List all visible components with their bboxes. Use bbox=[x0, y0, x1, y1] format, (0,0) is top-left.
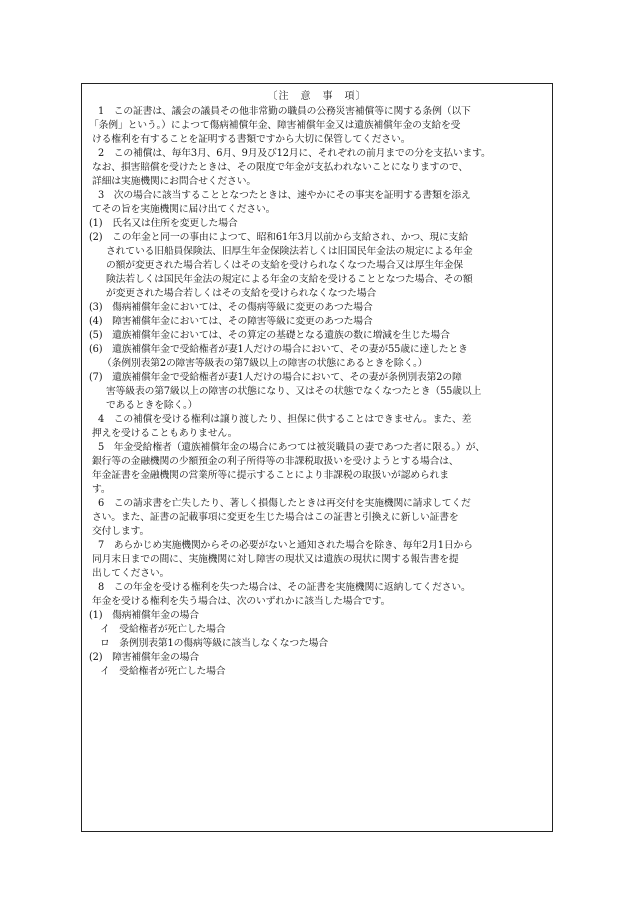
notice-line: イ 受給権者が死亡した場合 bbox=[100, 624, 226, 635]
notice-line: す。 bbox=[92, 484, 111, 495]
notice-line: 5 年金受給権者（遺族補償年金の場合にあつては被災職員の妻であつた者に限る。）が、 bbox=[98, 442, 486, 453]
notice-line: 出してください。 bbox=[92, 568, 170, 579]
notice-line: 4 この補償を受ける権利は譲り渡したり、担保に供することはできません。また、差 bbox=[98, 414, 472, 425]
notice-line: 押えを受けることもありません。 bbox=[92, 428, 238, 439]
notice-line: なお、損害賠償を受けたときは、その限度で年金が支払われないことになりますので、 bbox=[92, 162, 469, 173]
notice-line: (1) 氏名又は住所を変更した場合 bbox=[89, 218, 238, 229]
notice-line: ロ 条例別表第1の傷病等級に該当しなくなつた場合 bbox=[100, 638, 328, 649]
notice-line: 害等級表の第7級以上の障害の状態になり、又はその状態でなくなつたとき（55歳以上 bbox=[106, 386, 482, 397]
notice-line: 険法若しくは国民年金法の規定による年金の支給を受けることとなつた場合、その額 bbox=[106, 274, 473, 285]
notice-line: 詳細は実施機関にお問合せください。 bbox=[92, 176, 256, 187]
notice-line: (4) 障害補償年金においては、その障害等級に変更のあつた場合 bbox=[89, 316, 373, 327]
notice-line: であるときを除く。） bbox=[106, 400, 198, 411]
notice-line: が変更された場合若しくはその支給を受けられなくなつた場合 bbox=[106, 288, 377, 299]
notice-line: （条例別表第2の障害等級表の第7級以上の障害の状態にあるときを除く。） bbox=[102, 358, 428, 369]
notice-line: イ 受給権者が死亡した場合 bbox=[100, 666, 226, 677]
notice-frame bbox=[81, 83, 553, 832]
notice-line: 年金を受ける権利を失う場合は、次のいずれかに該当した場合です。 bbox=[92, 596, 391, 607]
notice-title: 〔注 意 事 項〕 bbox=[267, 91, 367, 102]
notice-line: (5) 遺族補償年金においては、その算定の基礎となる遺族の数に増減を生じた場合 bbox=[89, 330, 450, 341]
notice-line: 3 次の場合に該当することとなつたときは、速やかにその事実を証明する書類を添え bbox=[98, 190, 471, 201]
notice-line: 銀行等の金融機関の少額預金の利子所得等の非課税取扱いを受けようとする場合は、 bbox=[92, 456, 459, 467]
notice-line: 1 この証書は、議会の議員その他非常勤の職員の公務災害補償等に関する条例（以下 bbox=[98, 106, 471, 117]
notice-line: 「条例」という。）によつて傷病補償年金、障害補償年金又は遺族補償年金の支給を受 bbox=[89, 120, 461, 131]
notice-line: (3) 傷病補償年金においては、その傷病等級に変更のあつた場合 bbox=[89, 302, 373, 313]
notice-line: 交付します。 bbox=[92, 526, 150, 537]
notice-line: 7 あらかじめ実施機関からその必要がないと通知された場合を除き、毎年2月1日から bbox=[98, 540, 473, 551]
notice-line: (2) この年金と同一の事由によつて、昭和61年3月以前から支給され、かつ、現に支給 bbox=[89, 232, 468, 243]
notice-line: 年金証書を金融機関の営業所等に提示することにより非課税の取扱いが認められま bbox=[92, 470, 449, 481]
notice-line: (6) 遺族補償年金で受給権者が妻1人だけの場合において、その妻が55歳に達したとき bbox=[89, 344, 468, 355]
notice-line: 8 この年金を受ける権利を失つた場合は、その証書を実施機関に返納してください。 bbox=[98, 582, 471, 593]
notice-line: 同月末日までの間に、実施機関に対し障害の現状又は遺族の現状に関する報告書を提 bbox=[92, 554, 459, 565]
notice-line: (1) 傷病補償年金の場合 bbox=[89, 610, 199, 621]
notice-line: (2) 障害補償年金の場合 bbox=[89, 652, 199, 663]
notice-line: てその旨を実施機関に届け出てください。 bbox=[92, 204, 276, 215]
notice-line: 2 この補償は、毎年3月、6月、9月及び12月に、それぞれの前月までの分を支払います。 bbox=[98, 148, 491, 159]
notice-line: されている旧船員保険法、旧厚生年金保険法若しくは旧国民年金法の規定による年金 bbox=[106, 246, 473, 257]
notice-line: (7) 遺族補償年金で受給権者が妻1人だけの場合において、その妻が条例別表第2の障 bbox=[89, 372, 462, 383]
notice-line: 6 この請求書を亡失したり、著しく損傷したときは再交付を実施機関に請求してくだ bbox=[98, 498, 471, 509]
notice-line: さい。また、証書の記載事項に変更を生じた場合はこの証書と引換えに新しい証書を bbox=[92, 512, 459, 523]
notice-line: の額が変更された場合若しくはその支給を受けられなくなつた場合又は厚生年金保 bbox=[106, 260, 463, 271]
notice-line: ける権利を有することを証明する書類ですから大切に保管してください。 bbox=[92, 134, 411, 145]
